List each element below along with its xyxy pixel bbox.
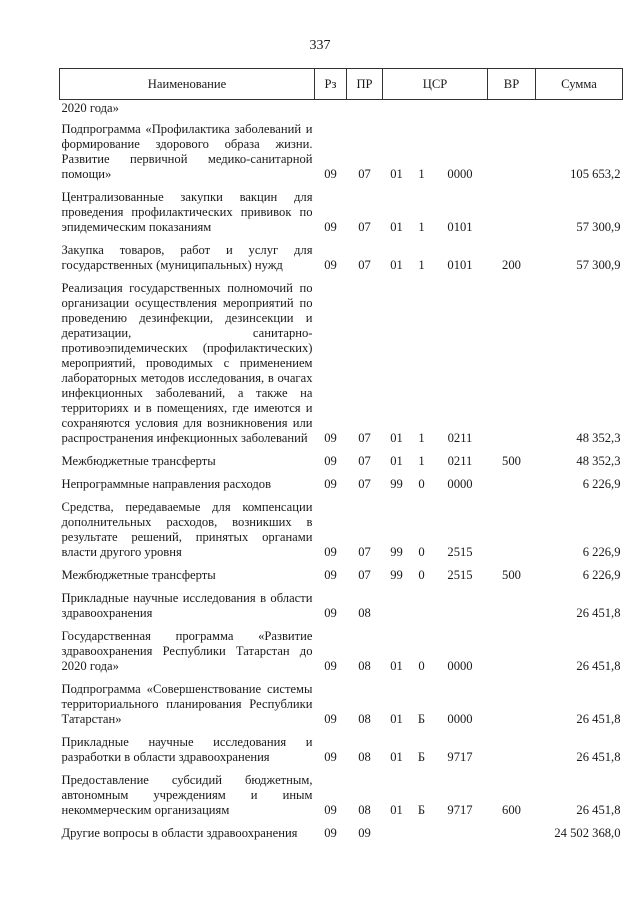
cell-sum: 57 300,9 xyxy=(576,258,621,272)
cell-csr-subprogram: 1 xyxy=(418,258,425,272)
cell-csr-direction: 0000 xyxy=(447,477,473,491)
cell-pr: 08 xyxy=(358,606,371,620)
page-number: 337 xyxy=(309,38,331,53)
cell-vr xyxy=(488,626,536,679)
cell-csr-direction: 0101 xyxy=(447,258,473,272)
cell-csr-program: 01 xyxy=(390,750,403,764)
cell-csr-subprogram xyxy=(411,823,433,846)
cell-sum: 105 653,2 xyxy=(570,167,621,181)
cell-vr xyxy=(488,278,536,451)
table-row xyxy=(60,626,623,679)
cell-pr: 07 xyxy=(358,220,371,234)
header-rz: Рз xyxy=(315,69,347,100)
cell-csr-subprogram xyxy=(411,100,433,120)
cell-pr: 07 xyxy=(358,258,371,272)
table-row xyxy=(60,679,623,732)
cell-name: Реализация государственных полномочий по организации осуществления мероприятий по проведению дезинфекции, дезинсекции и дератизации, санитарно-противоэпидемических (профилактических) мероприятий, проводимых с применением лабораторных методов исследования, в очагах инфекционных заболеваний, а также на территориях и в помещениях, где имеются и сохраняются условия для возникновения или распространения инфекционных заболеваний xyxy=(61,281,313,445)
cell-csr-subprogram: 0 xyxy=(418,545,425,559)
cell-csr-program: 99 xyxy=(390,477,403,491)
cell-csr-direction: 9717 xyxy=(447,750,473,764)
table-row xyxy=(60,588,623,626)
table-row xyxy=(60,474,623,497)
cell-name: 2020 года» xyxy=(61,101,119,115)
cell-csr-program: 99 xyxy=(390,545,403,559)
cell-name: Средства, передаваемые для компенсации дополнительных расходов, возникших в результате решений, принятых органами власти другого уровня xyxy=(61,500,313,559)
cell-rz: 09 xyxy=(324,167,337,181)
cell-csr-program: 01 xyxy=(390,712,403,726)
cell-name: Подпрограмма «Совершенствование системы территориального планирования Республики Татарстан» xyxy=(61,682,313,726)
cell-sum: 6 226,9 xyxy=(582,545,621,559)
cell-csr-direction xyxy=(433,100,488,120)
cell-pr: 07 xyxy=(358,545,371,559)
cell-sum: 6 226,9 xyxy=(582,477,621,491)
cell-csr-direction: 0000 xyxy=(447,167,473,181)
cell-name: Межбюджетные трансферты xyxy=(61,454,216,468)
cell-pr: 07 xyxy=(358,431,371,445)
cell-csr-program: 01 xyxy=(390,258,403,272)
cell-vr xyxy=(488,823,536,846)
cell-rz: 09 xyxy=(324,545,337,559)
cell-csr-direction: 0101 xyxy=(447,220,473,234)
cell-csr-subprogram: 0 xyxy=(418,477,425,491)
header-csr: ЦСР xyxy=(383,69,488,100)
cell-csr-program xyxy=(383,588,411,626)
cell-name: Централизованные закупки вакцин для проведения профилактических прививок по эпидемическим показаниям xyxy=(61,190,313,234)
cell-vr xyxy=(488,679,536,732)
cell-rz: 09 xyxy=(324,454,337,468)
cell-name: Закупка товаров, работ и услуг для государственных (муниципальных) нужд xyxy=(61,243,313,272)
cell-vr: 200 xyxy=(502,258,521,272)
table-row xyxy=(60,187,623,240)
cell-sum: 6 226,9 xyxy=(582,568,621,582)
cell-csr-direction xyxy=(433,588,488,626)
cell-sum: 48 352,3 xyxy=(576,431,621,445)
cell-name: Прикладные научные исследования в области здравоохранения xyxy=(61,591,313,620)
cell-csr-program: 01 xyxy=(390,431,403,445)
cell-csr-direction: 9717 xyxy=(447,803,473,817)
cell-rz: 09 xyxy=(324,803,337,817)
cell-rz xyxy=(315,100,347,120)
cell-name: Другие вопросы в области здравоохранения xyxy=(61,826,298,840)
cell-sum xyxy=(536,100,623,120)
cell-vr: 500 xyxy=(502,568,521,582)
header-pr: ПР xyxy=(347,69,383,100)
cell-vr: 600 xyxy=(502,803,521,817)
cell-csr-program: 01 xyxy=(390,803,403,817)
cell-csr-program: 99 xyxy=(390,568,403,582)
table-row xyxy=(60,823,623,846)
cell-csr-program: 01 xyxy=(390,220,403,234)
table-header-row xyxy=(60,69,623,100)
cell-rz: 09 xyxy=(324,712,337,726)
cell-sum: 48 352,3 xyxy=(576,454,621,468)
table-body xyxy=(60,100,623,847)
table-row xyxy=(60,119,623,187)
cell-rz: 09 xyxy=(324,659,337,673)
cell-csr-program: 01 xyxy=(390,454,403,468)
cell-sum: 57 300,9 xyxy=(576,220,621,234)
table-row xyxy=(60,770,623,823)
table-row xyxy=(60,497,623,565)
cell-vr: 500 xyxy=(502,454,521,468)
cell-csr-subprogram: 1 xyxy=(418,220,425,234)
cell-csr-subprogram: 1 xyxy=(418,454,425,468)
cell-rz: 09 xyxy=(324,477,337,491)
cell-vr xyxy=(488,497,536,565)
cell-csr-direction xyxy=(433,823,488,846)
cell-name: Государственная программа «Развитие здравоохранения Республики Татарстан до 2020 года» xyxy=(61,629,313,673)
cell-csr-direction: 2515 xyxy=(447,545,473,559)
table-row xyxy=(60,451,623,474)
budget-table xyxy=(59,68,623,846)
cell-csr-subprogram xyxy=(411,588,433,626)
cell-name: Непрограммные направления расходов xyxy=(61,477,272,491)
cell-name: Предоставление субсидий бюджетным, автономным учреждениям и иным некоммерческим организациям xyxy=(61,773,313,817)
cell-pr: 07 xyxy=(358,167,371,181)
cell-csr-subprogram: 1 xyxy=(418,167,425,181)
table-row xyxy=(60,100,623,120)
header-vr: ВР xyxy=(488,69,536,100)
cell-sum: 26 451,8 xyxy=(576,750,621,764)
cell-pr: 08 xyxy=(358,803,371,817)
cell-name: Подпрограмма «Профилактика заболеваний и формирование здорового образа жизни. Развитие первичной медико-санитарной помощи» xyxy=(61,122,313,181)
cell-sum: 26 451,8 xyxy=(576,712,621,726)
table-row xyxy=(60,240,623,278)
cell-csr-subprogram: 1 xyxy=(418,431,425,445)
cell-vr xyxy=(488,187,536,240)
cell-csr-direction: 0000 xyxy=(447,659,473,673)
cell-vr xyxy=(488,588,536,626)
cell-csr-subprogram: Б xyxy=(417,803,426,817)
cell-csr-program xyxy=(383,100,411,120)
cell-vr xyxy=(488,732,536,770)
cell-sum: 26 451,8 xyxy=(576,606,621,620)
cell-rz: 09 xyxy=(324,826,337,840)
cell-pr xyxy=(347,100,383,120)
cell-rz: 09 xyxy=(324,431,337,445)
cell-pr: 08 xyxy=(358,712,371,726)
cell-csr-direction: 0211 xyxy=(447,454,473,468)
header-name: Наименование xyxy=(60,69,315,100)
cell-vr xyxy=(488,474,536,497)
header-sum: Сумма xyxy=(536,69,623,100)
cell-csr-program xyxy=(383,823,411,846)
cell-sum: 24 502 368,0 xyxy=(554,826,621,840)
cell-pr: 07 xyxy=(358,454,371,468)
table-row xyxy=(60,565,623,588)
cell-pr: 07 xyxy=(358,477,371,491)
cell-csr-subprogram: 0 xyxy=(418,659,425,673)
table-row xyxy=(60,278,623,451)
cell-vr xyxy=(488,119,536,187)
cell-rz: 09 xyxy=(324,220,337,234)
cell-pr: 09 xyxy=(358,826,371,840)
cell-csr-direction: 2515 xyxy=(447,568,473,582)
cell-sum: 26 451,8 xyxy=(576,659,621,673)
cell-rz: 09 xyxy=(324,750,337,764)
cell-rz: 09 xyxy=(324,568,337,582)
cell-csr-subprogram: Б xyxy=(417,750,426,764)
cell-csr-subprogram: 0 xyxy=(418,568,425,582)
cell-pr: 07 xyxy=(358,568,371,582)
cell-name: Прикладные научные исследования и разработки в области здравоохранения xyxy=(61,735,313,764)
cell-rz: 09 xyxy=(324,258,337,272)
cell-csr-subprogram: Б xyxy=(417,712,426,726)
cell-csr-direction: 0000 xyxy=(447,712,473,726)
cell-pr: 08 xyxy=(358,659,371,673)
cell-vr xyxy=(488,100,536,120)
table-row xyxy=(60,732,623,770)
cell-csr-program: 01 xyxy=(390,659,403,673)
cell-pr: 08 xyxy=(358,750,371,764)
cell-rz: 09 xyxy=(324,606,337,620)
cell-name: Межбюджетные трансферты xyxy=(61,568,216,582)
cell-sum: 26 451,8 xyxy=(576,803,621,817)
cell-csr-direction: 0211 xyxy=(447,431,473,445)
cell-csr-program: 01 xyxy=(390,167,403,181)
